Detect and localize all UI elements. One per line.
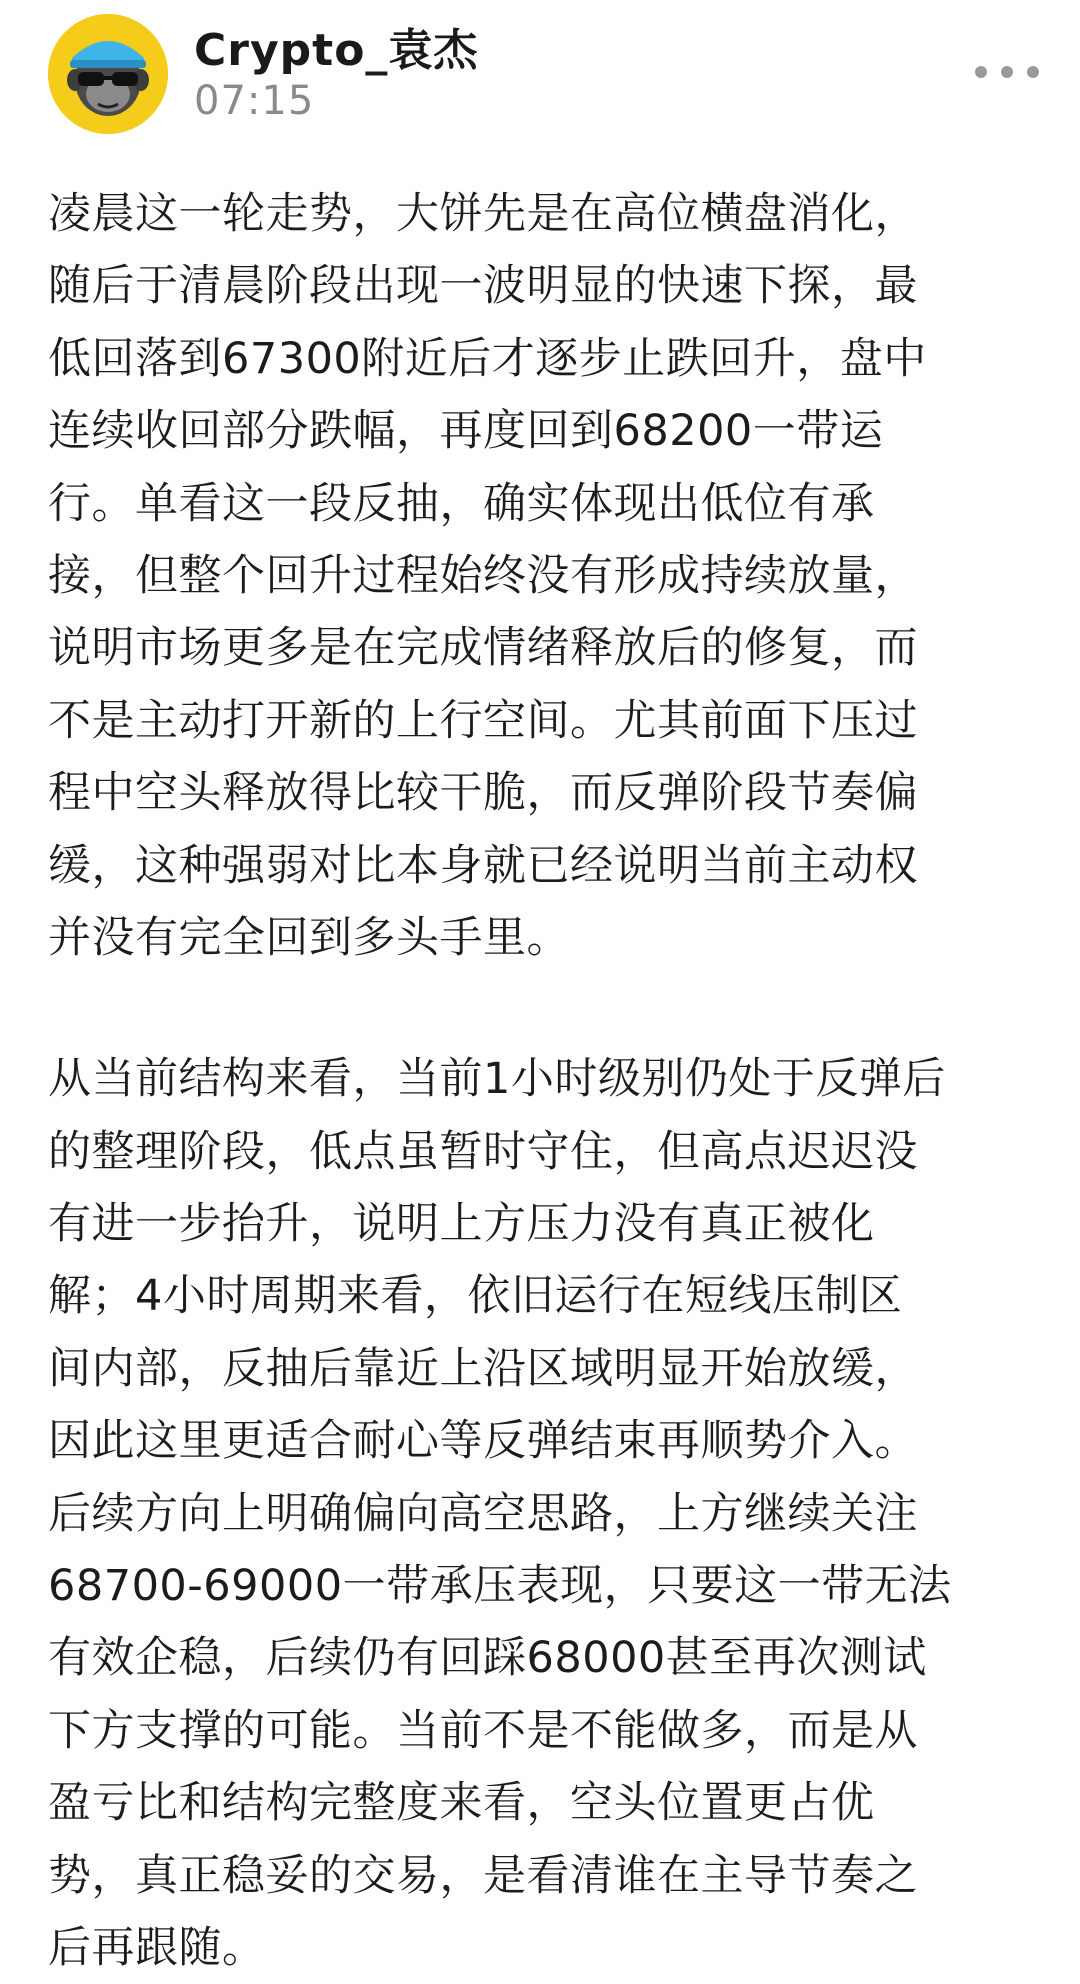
text-line: 68700-69000一带承压表现，只要这一带无法 [48,1561,952,1612]
text-line: 后再跟随。 [48,1922,266,1973]
more-dots-icon [1001,66,1013,78]
author-name[interactable]: Crypto_袁杰 [194,25,479,76]
text-line: 凌晨这一轮走势，大饼先是在高位横盘消化， [48,189,918,239]
more-dots-icon [1027,66,1039,78]
text-line: 的整理阶段，低点虽暂时守住，但高点迟迟没 [48,1126,918,1177]
post-header [0,0,1080,150]
text-line: 因此这里更适合耐心等反弹结束再顺势介入。 [48,1416,918,1467]
text-line: 接，但整个回升过程始终没有形成持续放量， [48,550,918,601]
post-timestamp: 07:15 [194,78,315,124]
post-body [48,178,1038,1984]
text-line: 随后于清晨阶段出现一波明显的快速下探，最 [48,261,918,312]
text-line: 下方支撑的可能。当前不是不能做多，而是从 [48,1705,918,1756]
text-line: 势，真正稳妥的交易，是看清谁在主导节奏之 [48,1850,918,1901]
text-line: 间内部，反抽后靠近上沿区域明显开始放缓， [48,1343,918,1394]
text-line: 不是主动打开新的上行空间。尤其前面下压过 [48,695,918,746]
text-line: 连续收回部分跌幅，再度回到68200一带运 [48,406,884,457]
text-line: 盈亏比和结构完整度来看，空头位置更占优 [48,1778,875,1829]
text-line: 并没有完全回到多头手里。 [48,912,570,963]
text-line: 有进一步抬升，说明上方压力没有真正被化 [48,1199,875,1250]
post-paragraph-2 [48,1043,1038,1984]
text-line: 程中空头释放得比较干脆，而反弹阶段节奏偏 [48,768,918,819]
text-line: 缓，这种强弱对比本身就已经说明当前主动权 [48,840,918,891]
more-options-button[interactable] [975,58,1039,86]
monkey-with-sunglasses-avatar-icon [48,14,168,134]
text-line: 说明市场更多是在完成情绪释放后的修复，而 [48,623,918,674]
post-paragraph-1 [48,178,1038,974]
text-line: 行。单看这一段反抽，确实体现出低位有承 [48,478,875,529]
more-dots-icon [975,66,987,78]
paragraph-spacer [48,974,1038,1043]
author-avatar[interactable] [48,14,168,134]
text-line: 有效企稳，后续仍有回踩68000甚至再次测试 [48,1633,927,1684]
text-line: 后续方向上明确偏向高空思路，上方继续关注 [48,1488,918,1539]
text-line: 解；4小时周期来看，依旧运行在短线压制区 [48,1271,903,1322]
text-line: 低回落到67300附近后才逐步止跌回升，盘中 [48,333,927,384]
text-line: 从当前结构来看，当前1小时级别仍处于反弹后 [48,1054,946,1105]
